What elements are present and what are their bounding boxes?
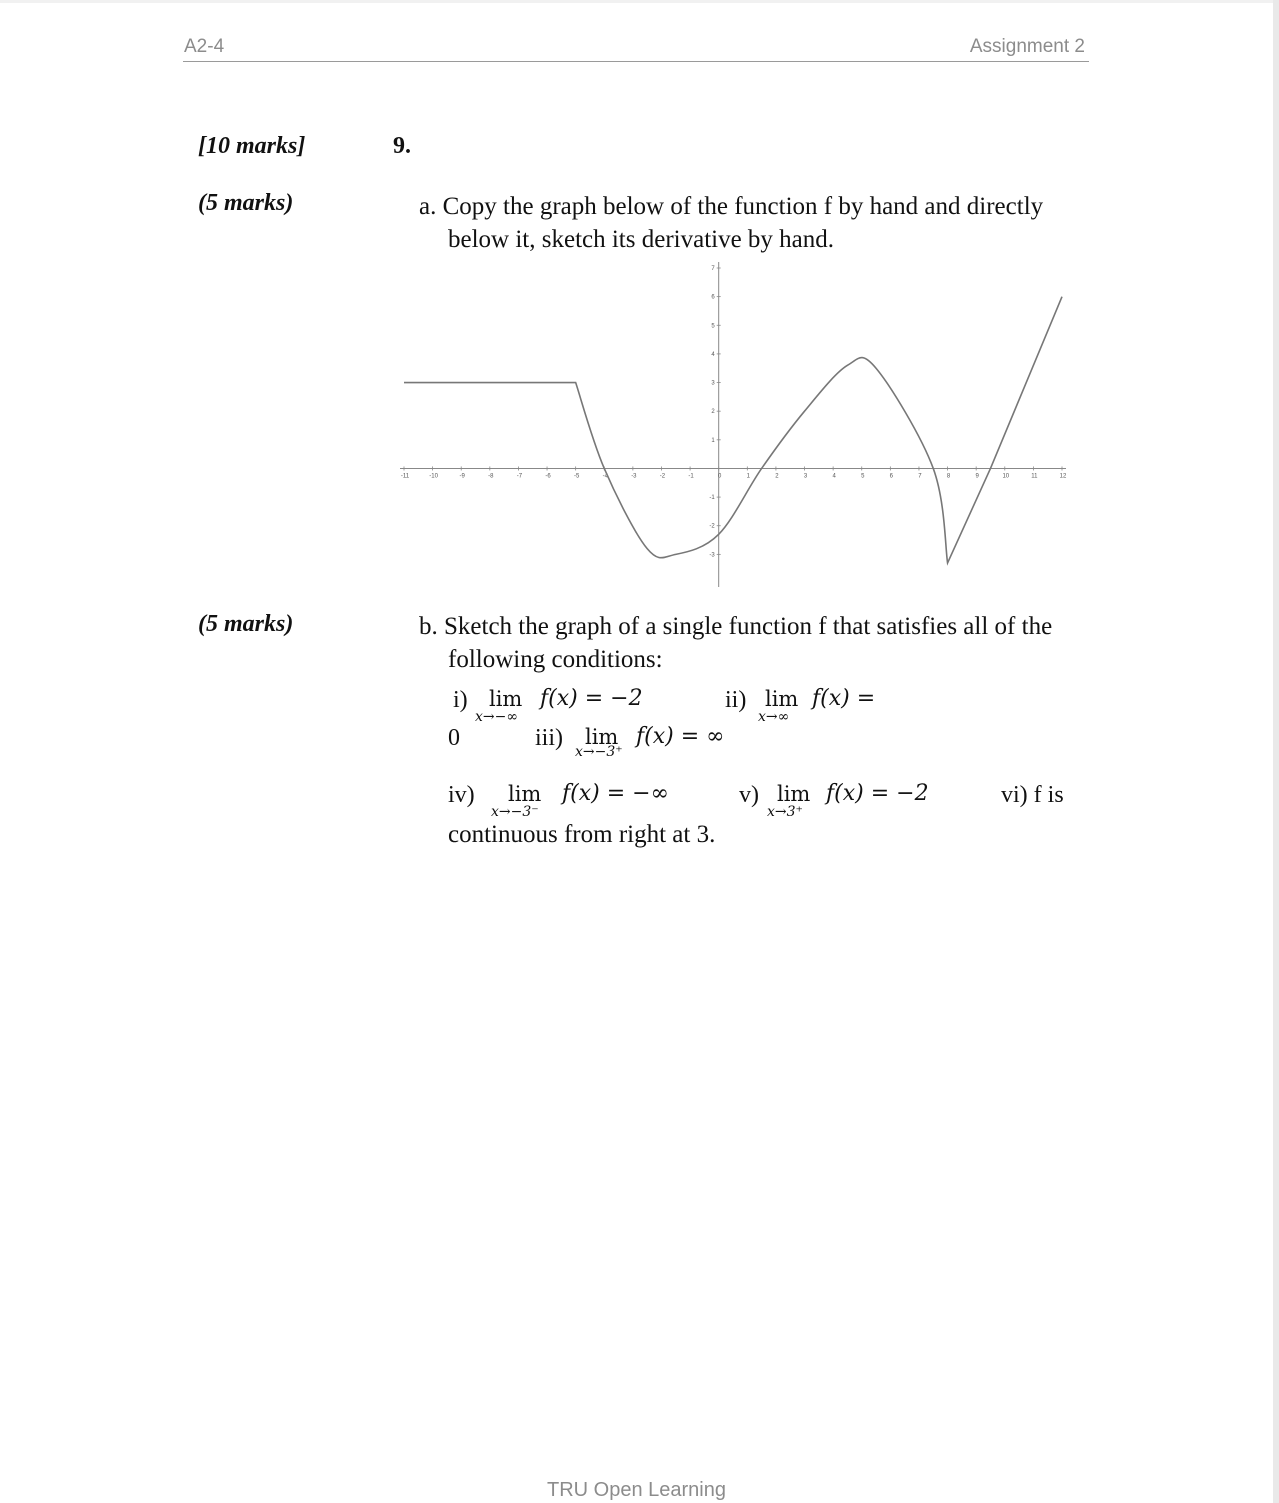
cond-v-lim: lim — [777, 782, 811, 806]
x-tick-label: -3 — [631, 473, 637, 480]
part-b-line1: b. Sketch the graph of a single function f that satisfies all of the — [419, 613, 1053, 640]
header-rule — [183, 61, 1089, 62]
function-graph — [400, 262, 1070, 587]
x-tick-label: -7 — [516, 473, 523, 480]
part-a-marks: (5 marks) — [198, 190, 294, 216]
x-tick-label: 6 — [889, 473, 894, 480]
part-b-marks: (5 marks) — [198, 611, 294, 637]
y-tick-label: 7 — [711, 266, 715, 272]
x-tick-label: -4 — [602, 473, 608, 480]
x-tick-label: -8 — [488, 473, 494, 480]
cond-iv-lim: lim — [508, 782, 542, 806]
cond-iii-sub: x→−3⁺ — [575, 744, 623, 760]
cond-iv-label: iv) — [448, 782, 475, 808]
cond-iii-expr: f(x) = ∞ — [636, 724, 725, 749]
x-tick-label: -2 — [659, 473, 666, 480]
y-tick-label: 1 — [711, 437, 715, 444]
cond-ii-lim: lim — [765, 687, 799, 711]
header-page-number: A2-4 — [184, 36, 225, 57]
x-tick-label: 9 — [975, 473, 979, 480]
cond-iv-sub: x→−3⁻ — [491, 804, 539, 820]
y-tick-label: 6 — [711, 294, 715, 301]
x-tick-label: 0 — [718, 473, 722, 480]
header-title: Assignment 2 — [969, 36, 1085, 57]
cond-v-sub: x→3⁺ — [767, 804, 803, 820]
y-tick-label: 5 — [711, 323, 715, 330]
cond-vi-label: vi) f is — [1001, 782, 1064, 808]
cond-iii-label: iii) — [535, 725, 563, 751]
cond-ii-sub: x→∞ — [758, 709, 790, 725]
part-a-line2: below it, sketch its derivative by hand. — [448, 226, 835, 253]
cond-v-label: v) — [739, 782, 759, 808]
x-tick-label: 8 — [946, 473, 951, 480]
cond-iv-expr: f(x) = −∞ — [562, 781, 669, 806]
part-a-line1: a. Copy the graph below of the function f by hand and directly — [419, 193, 1044, 220]
x-tick-label: -10 — [429, 473, 438, 480]
y-tick-label: 3 — [711, 380, 715, 387]
x-tick-label: 2 — [775, 473, 779, 480]
cond-vi-continuation: continuous from right at 3. — [448, 821, 716, 848]
cond-i-label: i) — [453, 687, 468, 713]
part-a-text — [419, 190, 1099, 256]
cond-v-expr: f(x) = −2 — [826, 781, 929, 806]
y-tick-label: 2 — [711, 409, 715, 416]
question-number: 9. — [393, 133, 411, 159]
cond-ii-value: 0 — [448, 725, 460, 751]
x-tick-label: 4 — [832, 473, 836, 480]
x-tick-label: -1 — [688, 473, 694, 480]
cond-iii-lim: lim — [585, 725, 619, 749]
part-b-text — [419, 610, 1099, 676]
x-tick-label: 11 — [1031, 473, 1038, 480]
page-top-edge — [0, 0, 1273, 3]
x-tick-label: 10 — [1002, 473, 1010, 480]
x-tick-label: -9 — [459, 473, 465, 480]
cond-ii-expr: f(x) = — [812, 686, 876, 711]
cond-i-lim: lim — [489, 687, 523, 711]
x-tick-label: 12 — [1059, 473, 1067, 480]
x-tick-label: 3 — [803, 473, 808, 480]
footer-text: TRU Open Learning — [547, 1479, 726, 1501]
y-tick-label: -1 — [709, 495, 715, 502]
cond-i-sub: x→−∞ — [475, 709, 519, 725]
y-tick-label: -3 — [709, 552, 715, 559]
page-scroll-edge — [1273, 0, 1279, 1503]
x-tick-label: -5 — [573, 473, 580, 480]
cond-i-expr: f(x) = −2 — [540, 686, 643, 711]
x-tick-label: 5 — [861, 473, 865, 480]
cond-ii-label: ii) — [725, 687, 747, 713]
graph-axes — [400, 262, 1066, 587]
total-marks: [10 marks] — [198, 133, 306, 159]
part-b-line2: following conditions: — [448, 646, 663, 673]
x-tick-label: 1 — [746, 473, 750, 480]
function-curve — [404, 294, 1062, 563]
y-tick-label: 4 — [711, 351, 715, 358]
x-tick-label: -6 — [545, 473, 551, 480]
x-tick-label: 7 — [918, 473, 922, 480]
x-tick-label: -11 — [400, 473, 410, 480]
y-tick-label: -2 — [709, 523, 715, 530]
